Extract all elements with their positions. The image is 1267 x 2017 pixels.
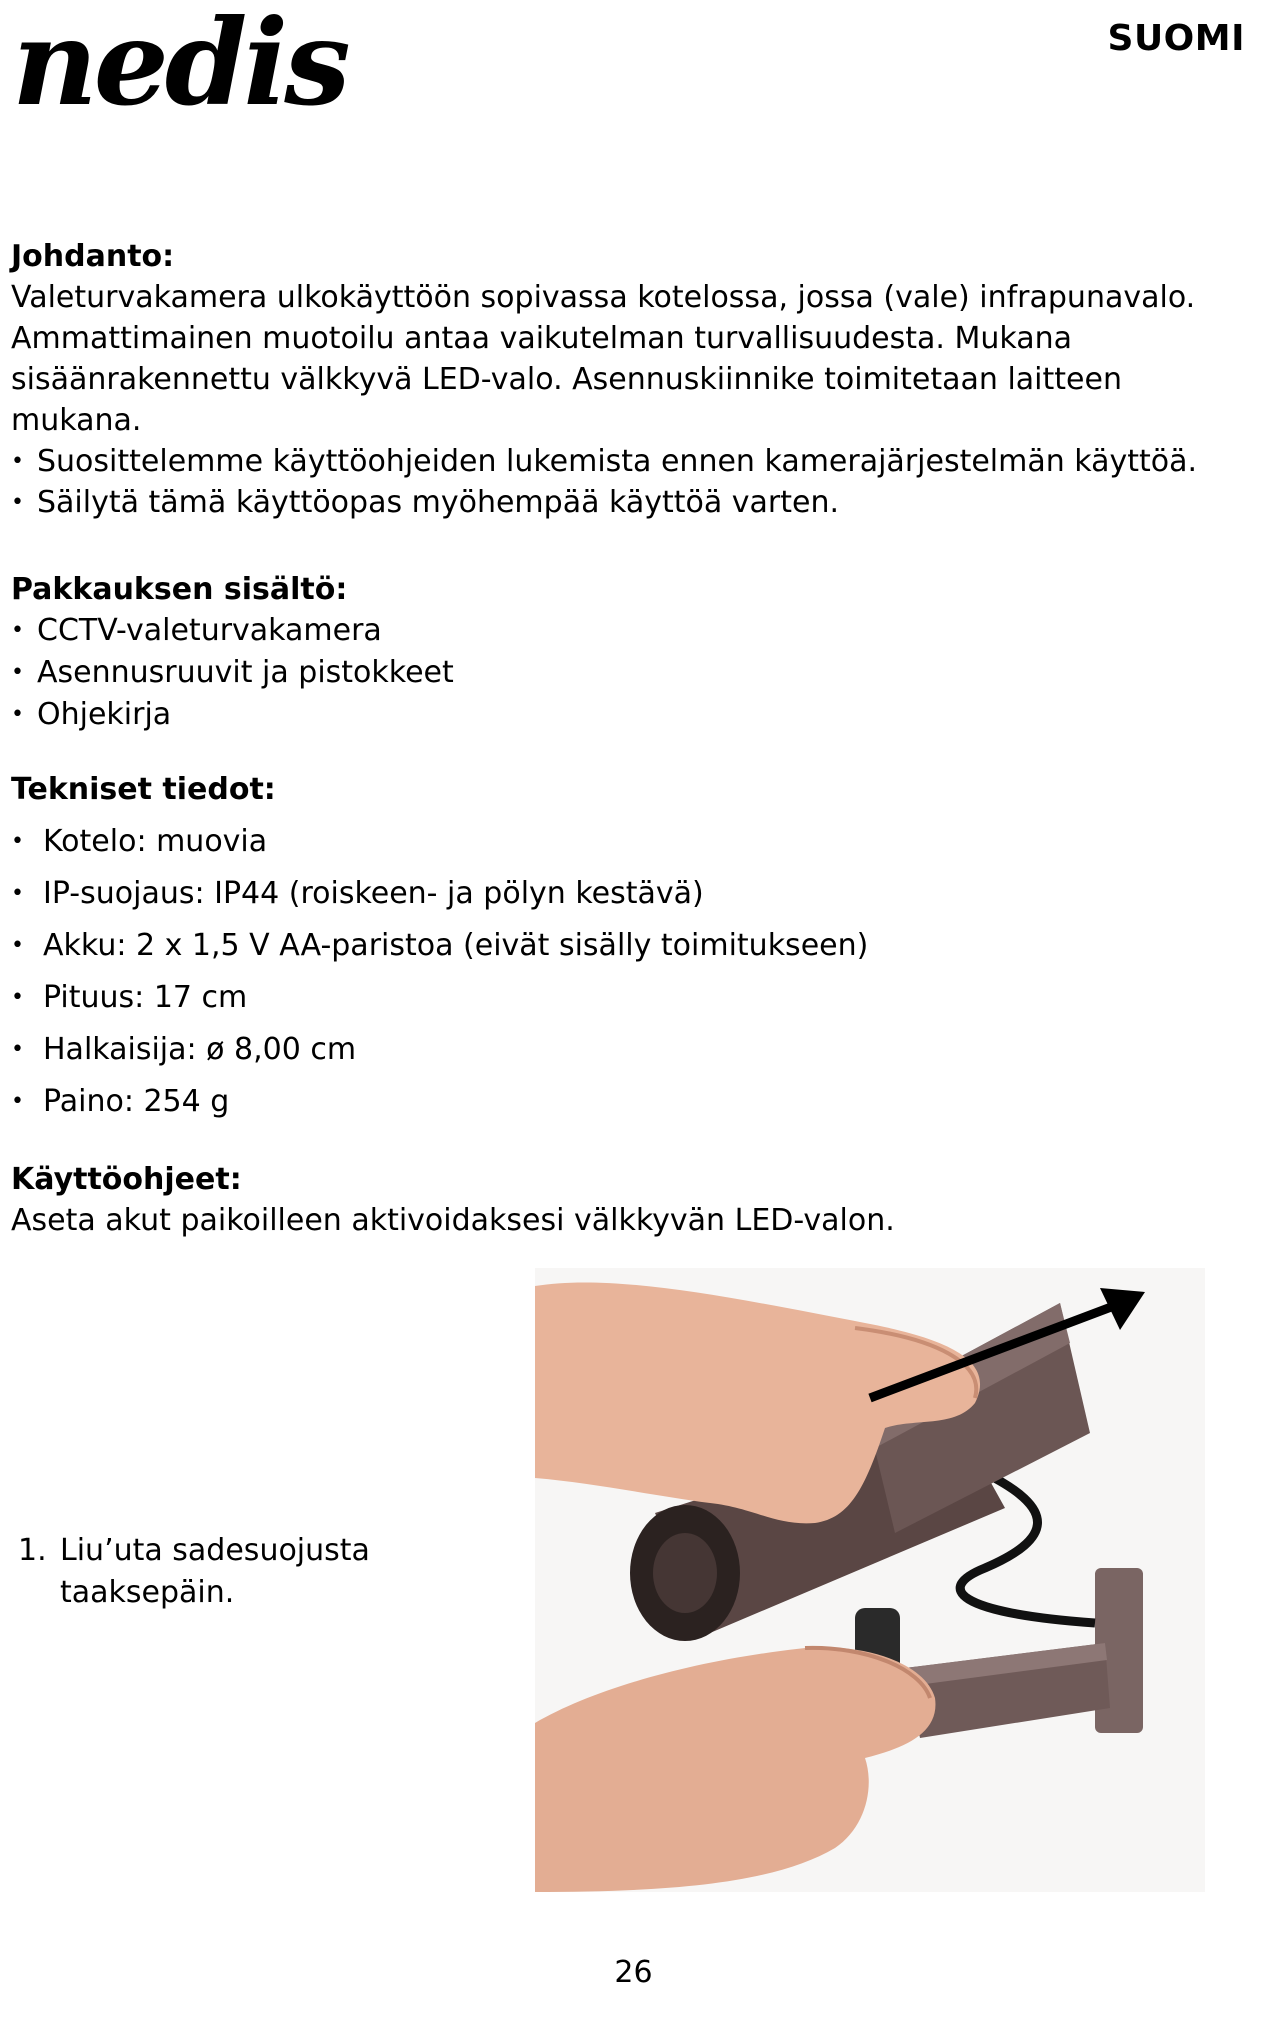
intro-bullet: • Suosittelemme käyttöohjeiden lukemista ennen kamerajärjestelmän käyttöä. — [11, 441, 1231, 482]
step-text-line1: Liu’uta sadesuojusta — [60, 1533, 370, 1568]
intro-line: sisäänrakennettu välkkyvä LED-valo. Asennuskiinnike toimitetaan laitteen — [11, 362, 1122, 397]
usage-text: Aseta akut paikoilleen aktivoidaksesi välkkyvän LED-valon. — [11, 1203, 895, 1238]
brand-logotype: nedis — [12, 4, 347, 132]
spec-item: • IP-suojaus: IP44 (roiskeen- ja pölyn kestävä) — [11, 868, 1231, 920]
step-1 — [18, 1530, 370, 1614]
intro-section — [11, 237, 1231, 523]
specs-list — [11, 816, 1231, 1128]
intro-line: Ammattimainen muotoilu antaa vaikutelman turvallisuudesta. Mukana — [11, 321, 1073, 356]
usage-heading: Käyttöohjeet: — [11, 1162, 242, 1197]
package-list — [11, 610, 1231, 736]
camera-photo — [535, 1268, 1205, 1892]
intro-paragraph — [11, 277, 1231, 441]
package-heading: Pakkauksen sisältö: — [11, 572, 348, 607]
specs-heading: Tekniset tiedot: — [11, 772, 276, 807]
package-section — [11, 570, 1231, 736]
language-label: SUOMI — [1107, 18, 1245, 59]
usage-section — [11, 1160, 1231, 1241]
intro-line: Valeturvakamera ulkokäyttöön sopivassa kotelossa, jossa (vale) infrapunavalo. — [11, 280, 1196, 315]
camera-lens — [653, 1533, 717, 1613]
spec-item: • Paino: 254 g — [11, 1076, 1231, 1128]
package-item: • Asennusruuvit ja pistokkeet — [11, 652, 1231, 694]
step-number: 1. — [18, 1533, 47, 1568]
package-item: • CCTV-valeturvakamera — [11, 610, 1231, 652]
intro-bullets — [11, 441, 1231, 523]
page-number: 26 — [614, 1955, 653, 1990]
spec-item: • Halkaisija: ø 8,00 cm — [11, 1024, 1231, 1076]
spec-item: • Akku: 2 x 1,5 V AA-paristoa (eivät sisälly toimitukseen) — [11, 920, 1231, 972]
nedis-logo — [8, 4, 488, 134]
intro-line: mukana. — [11, 403, 142, 438]
intro-bullet: • Säilytä tämä käyttöopas myöhempää käyttöä varten. — [11, 482, 1231, 523]
specs-section — [11, 770, 1231, 1128]
step-text-line2: taaksepäin. — [60, 1575, 235, 1610]
spec-item: • Kotelo: muovia — [11, 816, 1231, 868]
intro-heading: Johdanto: — [11, 239, 175, 274]
package-item: • Ohjekirja — [11, 694, 1231, 736]
spec-item: • Pituus: 17 cm — [11, 972, 1231, 1024]
